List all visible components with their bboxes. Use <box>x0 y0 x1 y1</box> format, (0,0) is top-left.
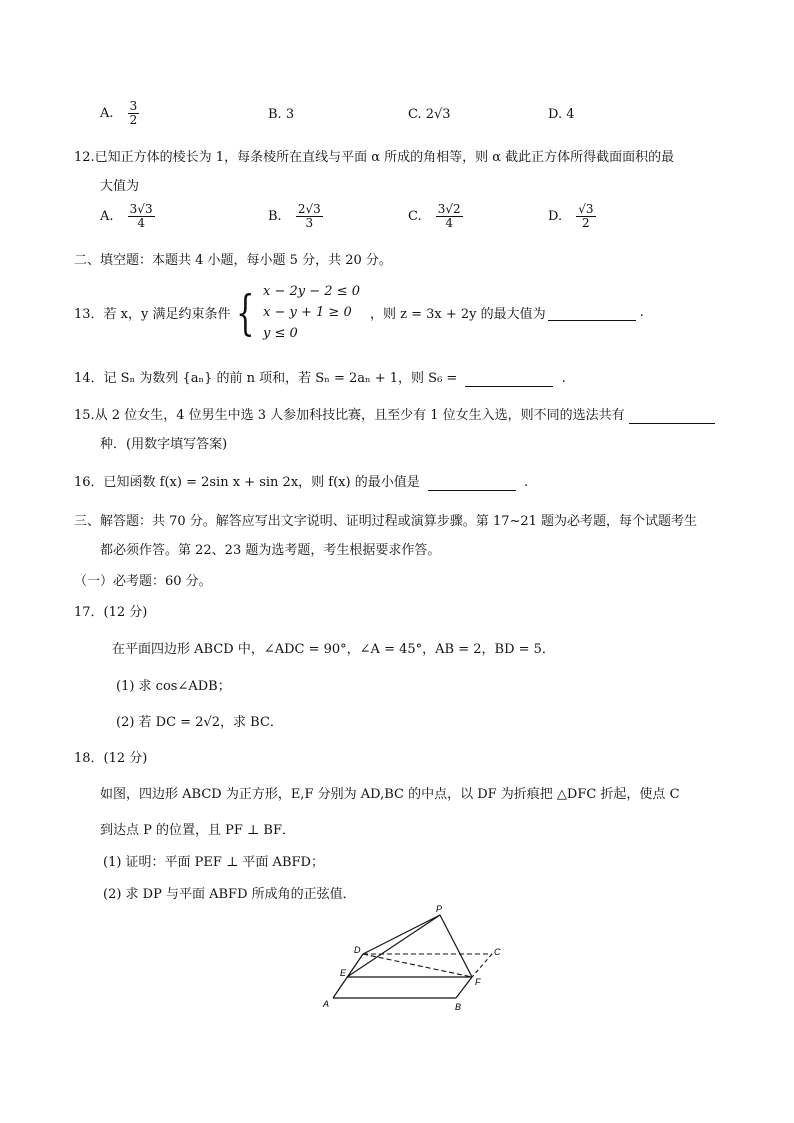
q11-option-c: C. 2√3 <box>408 107 451 122</box>
denominator: 4 <box>445 216 454 231</box>
section3-line2: 都必须作答。第 22、23 题为选考题，考生根据要求作答。 <box>100 543 441 558</box>
label-e: E <box>340 968 347 978</box>
fraction <box>128 203 155 230</box>
constraint-lines <box>263 281 360 344</box>
edge-dp <box>363 915 440 954</box>
q17-part1: (1) 求 cos∠ADB； <box>116 679 231 694</box>
left-brace: { <box>236 284 255 341</box>
answer-blank <box>548 305 636 321</box>
q12-option-b <box>268 203 323 230</box>
q17-header: 17．(12 分) <box>74 605 148 620</box>
option-label: D. <box>548 209 563 225</box>
denominator: 2 <box>582 216 590 231</box>
constraint-system <box>230 281 360 344</box>
label-f: F <box>475 977 481 987</box>
q12-stem-line2: 大值为 <box>100 179 140 194</box>
option-label: A. <box>100 106 114 122</box>
fraction <box>576 203 595 230</box>
q12-option-a <box>100 203 155 230</box>
option-label: C. <box>408 209 422 225</box>
q18-line2: 到达点 P 的位置，且 PF ⊥ BF． <box>100 823 295 838</box>
q18-part2: (2) 求 DP 与平面 ABFD 所成角的正弦值． <box>103 887 356 902</box>
numerator: 2√3 <box>297 202 321 216</box>
q13-end: . <box>639 305 644 320</box>
q18-header: 18．(12 分) <box>74 751 148 766</box>
label-c: C <box>494 947 501 957</box>
q11-option-d: D. 4 <box>548 107 575 122</box>
numerator: 3 <box>129 99 138 113</box>
folded-square-figure <box>316 903 522 1019</box>
fraction <box>436 203 463 230</box>
q12-option-c <box>408 203 463 230</box>
denominator: 2 <box>129 113 138 128</box>
denominator: 4 <box>137 216 145 231</box>
dashed-cf <box>472 954 492 977</box>
constraint-2: x − y + 1 ≥ 0 <box>263 305 352 320</box>
numerator: √3 <box>578 202 594 216</box>
fraction <box>296 203 323 230</box>
edge-bf <box>456 977 472 998</box>
q16-text: 16．已知函数 f(x) = 2sin x + sin 2x，则 f(x) 的最小值是 <box>74 475 420 490</box>
q17-part2: (2) 若 DC = 2√2，求 BC． <box>116 715 283 730</box>
label-b: B <box>455 1002 462 1012</box>
q18-part1: (1) 证明：平面 PEF ⊥ 平面 ABFD； <box>103 855 324 870</box>
denominator: 3 <box>305 216 314 231</box>
q14-text: 14．记 Sₙ 为数列 {aₙ} 的前 n 项和，若 Sₙ = 2aₙ + 1，则 S₆ = <box>74 371 458 386</box>
q13-suffix: ，则 z = 3x + 2y 的最大值为 <box>370 307 546 322</box>
q15-line1 <box>74 404 715 424</box>
q13 <box>74 281 644 344</box>
constraint-3: y ≤ 0 <box>263 326 298 341</box>
q14 <box>74 367 566 387</box>
label-d: D <box>354 945 361 955</box>
q12-stem-line1: 12.已知正方体的棱长为 1，每条棱所在直线与平面 α 所成的角相等，则 α 截此正方体所得截面面积的最 <box>74 150 675 165</box>
constraint-1: x − 2y − 2 ≤ 0 <box>263 284 360 299</box>
section3-line1: 三、解答题：共 70 分。解答应写出文字说明、证明过程或演算步骤。第 17~21 题为必考题，每个试题考生 <box>74 514 698 529</box>
q18-line1: 如图，四边形 ABCD 为正方形，E,F 分别为 AD,BC 的中点，以 DF 为折痕把 △DFC 折起，使点 C <box>100 787 680 802</box>
numerator: 3√2 <box>437 202 461 216</box>
label-a: A <box>323 999 330 1009</box>
q15-line2: 种．(用数字填写答案) <box>100 437 228 452</box>
q16 <box>74 471 528 491</box>
option-label: A. <box>100 209 114 225</box>
section2-title: 二、填空题：本题共 4 小题，每小题 5 分，共 20 分。 <box>74 253 392 268</box>
q12-option-d <box>548 203 596 230</box>
q16-end: . <box>523 475 529 490</box>
q13-prefix: 13．若 x，y 满足约束条件 <box>74 307 231 322</box>
q14-end: . <box>561 371 566 386</box>
numerator: 3√3 <box>129 202 153 216</box>
q11-option-b: B. 3 <box>268 107 295 122</box>
label-p: P <box>436 904 443 914</box>
answer-blank <box>465 371 553 387</box>
option-label: B. <box>268 209 282 225</box>
q17-stem: 在平面四边形 ABCD 中，∠ADC = 90°，∠A = 45°，AB = 2，BD = 5． <box>112 642 555 657</box>
q11-option-a <box>100 100 139 127</box>
q15-text: 15.从 2 位女生，4 位男生中选 3 人参加科技比赛，且至少有 1 位女生入选，则不同的选法共有 <box>74 408 625 423</box>
dashed-df <box>363 954 472 977</box>
answer-blank <box>428 475 516 491</box>
answer-blank <box>629 408 715 424</box>
fraction <box>128 100 140 127</box>
edge-pf <box>440 915 472 977</box>
required-title: （一）必考题：60 分。 <box>74 574 212 589</box>
